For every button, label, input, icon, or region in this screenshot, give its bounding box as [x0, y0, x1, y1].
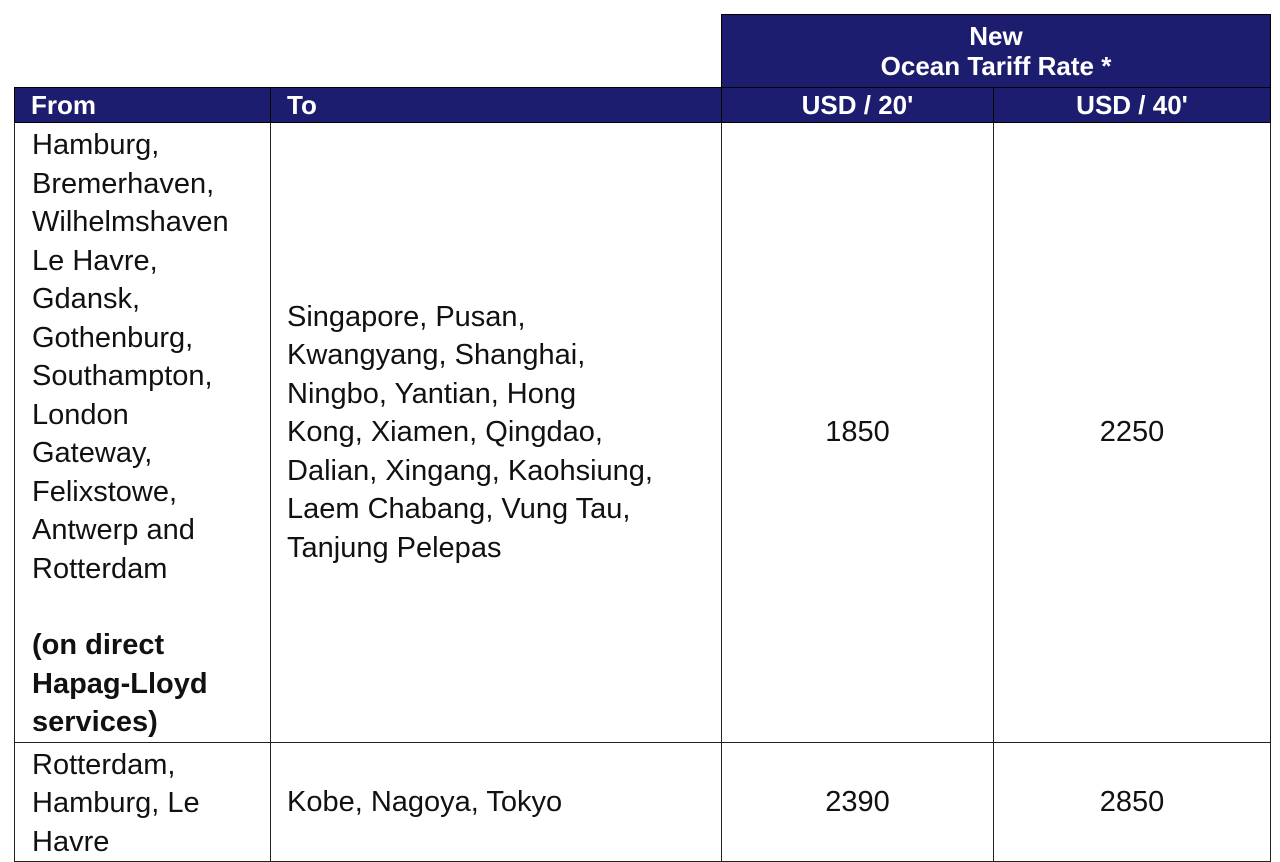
from-line: Bremerhaven,	[32, 167, 215, 200]
note-line: (on direct	[32, 629, 165, 661]
to-line: Kong, Xiamen, Qingdao,	[287, 416, 603, 448]
table-row	[15, 742, 1271, 862]
to-line: Kobe, Nagoya, Tokyo	[287, 785, 563, 818]
from-cell	[15, 742, 271, 862]
from-line: Hamburg,	[32, 129, 160, 161]
from-line: Gdansk,	[32, 283, 140, 315]
direct-services-note	[32, 626, 262, 742]
to-line: Dalian, Xingang, Kaohsiung,	[287, 454, 653, 487]
ocean-tariff-rate-header	[722, 15, 1271, 88]
group-header-row	[15, 15, 1271, 88]
from-line: Havre	[32, 825, 110, 858]
from-line: Rotterdam,	[32, 748, 176, 781]
to-line: Laem Chabang, Vung Tau,	[287, 493, 631, 525]
table-row	[15, 123, 1271, 743]
from-cell	[15, 123, 271, 743]
header-rate-label: Ocean Tariff Rate *	[880, 51, 1112, 81]
tariff-table	[14, 14, 1271, 862]
note-line: services)	[32, 706, 158, 738]
column-header-usd-40: USD / 40'	[994, 88, 1271, 123]
header-new-label: New	[969, 21, 1023, 51]
column-header-to: To	[271, 88, 722, 123]
usd-20-value: 2390	[722, 742, 994, 862]
to-cell	[271, 123, 722, 743]
to-cell	[271, 742, 722, 862]
from-line: Hamburg, Le	[32, 787, 200, 819]
from-line: Felixstowe,	[32, 475, 178, 508]
usd-20-value: 1850	[722, 123, 994, 743]
from-line: London	[32, 398, 129, 431]
column-header-from: From	[15, 88, 271, 123]
from-line: Wilhelmshaven	[32, 206, 229, 238]
from-line: Gothenburg,	[32, 321, 194, 354]
from-line: Le Havre,	[32, 244, 158, 277]
to-line: Kwangyang, Shanghai,	[287, 339, 586, 371]
header-blank	[15, 15, 722, 88]
from-line: Southampton,	[32, 360, 213, 392]
to-line: Ningbo, Yantian, Hong	[287, 377, 577, 410]
from-line: Antwerp and	[32, 514, 195, 546]
column-header-row	[15, 88, 1271, 123]
from-line: Gateway,	[32, 437, 153, 469]
note-line: Hapag-Lloyd	[32, 667, 208, 700]
from-line: Rotterdam	[32, 552, 168, 585]
column-header-usd-20: USD / 20'	[722, 88, 994, 123]
usd-40-value: 2250	[994, 123, 1271, 743]
to-line: Tanjung Pelepas	[287, 531, 502, 564]
usd-40-value: 2850	[994, 742, 1271, 862]
to-line: Singapore, Pusan,	[287, 300, 526, 333]
